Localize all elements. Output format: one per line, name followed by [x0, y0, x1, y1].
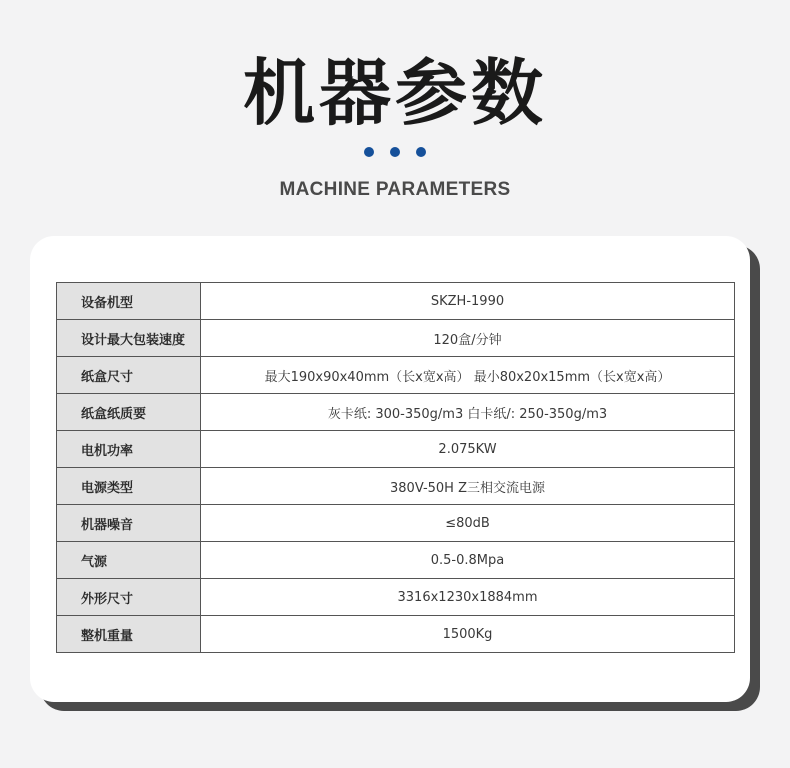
- table-row: [57, 394, 735, 431]
- param-label: 电源类型: [57, 468, 201, 505]
- param-label: 纸盒尺寸: [57, 357, 201, 394]
- param-value: 最大190x90x40mm（长x宽x高） 最小80x20x15mm（长x宽x高）: [201, 357, 735, 394]
- param-label: 纸盒纸质要: [57, 394, 201, 431]
- table-row: [57, 505, 735, 542]
- param-label: 气源: [57, 542, 201, 579]
- param-value: 120盒/分钟: [201, 320, 735, 357]
- dot-icon: [416, 147, 426, 157]
- param-value: 380V-50H Z三相交流电源: [201, 468, 735, 505]
- table-row: [57, 579, 735, 616]
- param-value: 灰卡纸: 300-350g/m3 白卡纸/: 250-350g/m3: [201, 394, 735, 431]
- decorative-dots: [0, 147, 790, 157]
- param-value: ≤80dB: [201, 505, 735, 542]
- param-label: 外形尺寸: [57, 579, 201, 616]
- param-label: 整机重量: [57, 616, 201, 653]
- param-label: 电机功率: [57, 431, 201, 468]
- table-row: [57, 357, 735, 394]
- param-value: 3316x1230x1884mm: [201, 579, 735, 616]
- table-row: [57, 431, 735, 468]
- param-label: 设备机型: [57, 283, 201, 320]
- table-row: [57, 320, 735, 357]
- table-row: [57, 283, 735, 320]
- dot-icon: [390, 147, 400, 157]
- param-value: 0.5-0.8Mpa: [201, 542, 735, 579]
- param-value: 1500Kg: [201, 616, 735, 653]
- params-table: [56, 282, 735, 653]
- page-subtitle: MACHINE PARAMETERS: [279, 179, 511, 200]
- param-label: 设计最大包装速度: [57, 320, 201, 357]
- param-label: 机器噪音: [57, 505, 201, 542]
- table-row: [57, 468, 735, 505]
- table-row: [57, 542, 735, 579]
- table-row: [57, 616, 735, 653]
- param-value: 2.075KW: [201, 431, 735, 468]
- page-title: 机器参数: [242, 51, 547, 135]
- param-value: SKZH-1990: [201, 283, 735, 320]
- dot-icon: [364, 147, 374, 157]
